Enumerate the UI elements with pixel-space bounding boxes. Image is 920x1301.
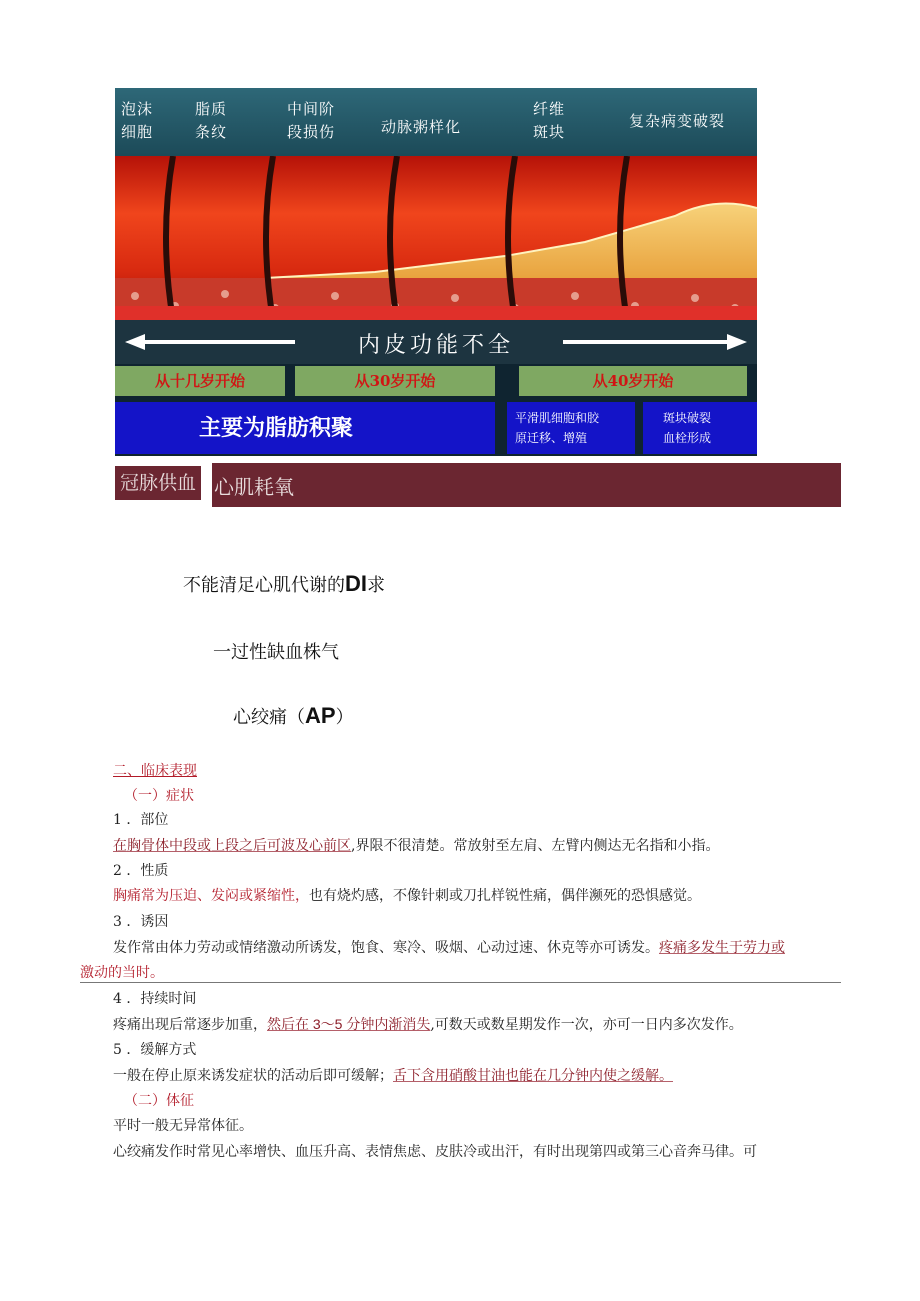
stage-label: 脂质 条纹 [195,100,228,141]
flow-text: ） [335,707,354,727]
paragraph-text: 一般在停止原来诱发症状的活动后即可缓解； [113,1068,393,1084]
item-label: 3 ．诱因 [113,914,169,930]
subsection-title: （二）体征 [124,1092,194,1108]
smooth-muscle-label: 平滑肌细胞和胶 原迁移、增殖 [507,402,635,454]
item-label: 4 ．持续时间 [113,991,197,1007]
paragraph-text: 发作常由体力劳动或情绪激动所诱发，饱食、寒冷、吸烟、心动过速、休克等亦可诱发。 [113,940,659,956]
item-paragraph-continued [80,962,164,982]
plaque-rupture-label: 斑块破裂 血栓形成 [643,402,757,454]
age-label: 从十几岁开始 [115,366,285,396]
item-paragraph [113,885,701,905]
stage-label: 动脉粥样化 [381,118,462,136]
divider [80,982,841,983]
stage-label: 泡沫 细胞 [121,100,154,141]
item-paragraph [113,835,719,855]
paragraph-text: 平时一般无异常体征。 [113,1118,253,1134]
flow-line-2: 一过性缺血株气 [213,642,339,662]
item-paragraph [113,1065,673,1085]
flow-text-bold: DI [345,571,367,596]
highlight-text: 然后在 3～5 分钟内渐消失 [267,1016,431,1032]
age-label: 从40岁开始 [519,366,747,396]
paragraph-text: ,可数天或数星期发作一次，亦可一日内多次发作。 [430,1017,743,1033]
stage-label: 纤维 斑块 [533,100,566,141]
coronary-supply-bar: 冠脉供血 [115,466,201,500]
highlight-text: 舌下含用硝酸甘油也能在几分钟内使之缓解。 [393,1067,673,1083]
artery-illustration [115,156,757,320]
flow-line-3 [233,703,354,729]
paragraph-text: ,界限不很清楚。常放射至左肩、左臂内侧达无名指和小指。 [351,838,720,854]
highlight-text: 在胸骨体中段或上段之后可波及心前区 [113,837,351,853]
item-paragraph [113,937,785,957]
atherosclerosis-figure [115,88,757,456]
myocardial-demand-bar: 心肌耗氧 [212,463,841,507]
paragraph-text: 疼痛出现后常逐步加重， [113,1017,267,1033]
flow-text: 心绞痛（ [233,707,305,727]
flow-text-bold: AP [305,703,336,728]
item-label: 1 ．部位 [113,812,169,828]
paragraph-text: 心绞痛发作时常见心率增快、血压升高、表情焦虑、皮肤冷或出汗，有时出现第四或第三心音奔马律。可 [113,1144,757,1160]
fat-accumulation-label: 主要为脂肪积聚 [115,402,495,454]
age-label: 从30岁开始 [295,366,495,396]
endothelium-label: 内皮功能不全 [357,333,514,358]
stage-label: 中间阶 段损伤 [287,100,336,141]
flow-text: 求 [367,575,385,595]
subsection-title: （一）症状 [124,787,194,803]
highlight-text: 疼痛多发生于劳力或 [659,939,785,955]
highlight-text: 激动的当时。 [80,964,164,980]
stage-label: 复杂病变破裂 [629,112,726,130]
flow-line-1 [183,571,385,597]
item-label: 5 ．缓解方式 [113,1042,197,1058]
item-paragraph [113,1014,743,1034]
section-title: 二、临床表现 [113,762,197,778]
highlight-text: 胸痛常为压迫、发闷或紧缩性， [113,887,309,903]
item-label: 2 ．性质 [113,863,169,879]
flow-text: 不能清足心肌代谢的 [183,575,345,595]
paragraph-text: 也有烧灼感，不像针刺或刀扎样锐性痛，偶伴濒死的恐惧感觉。 [309,888,701,904]
